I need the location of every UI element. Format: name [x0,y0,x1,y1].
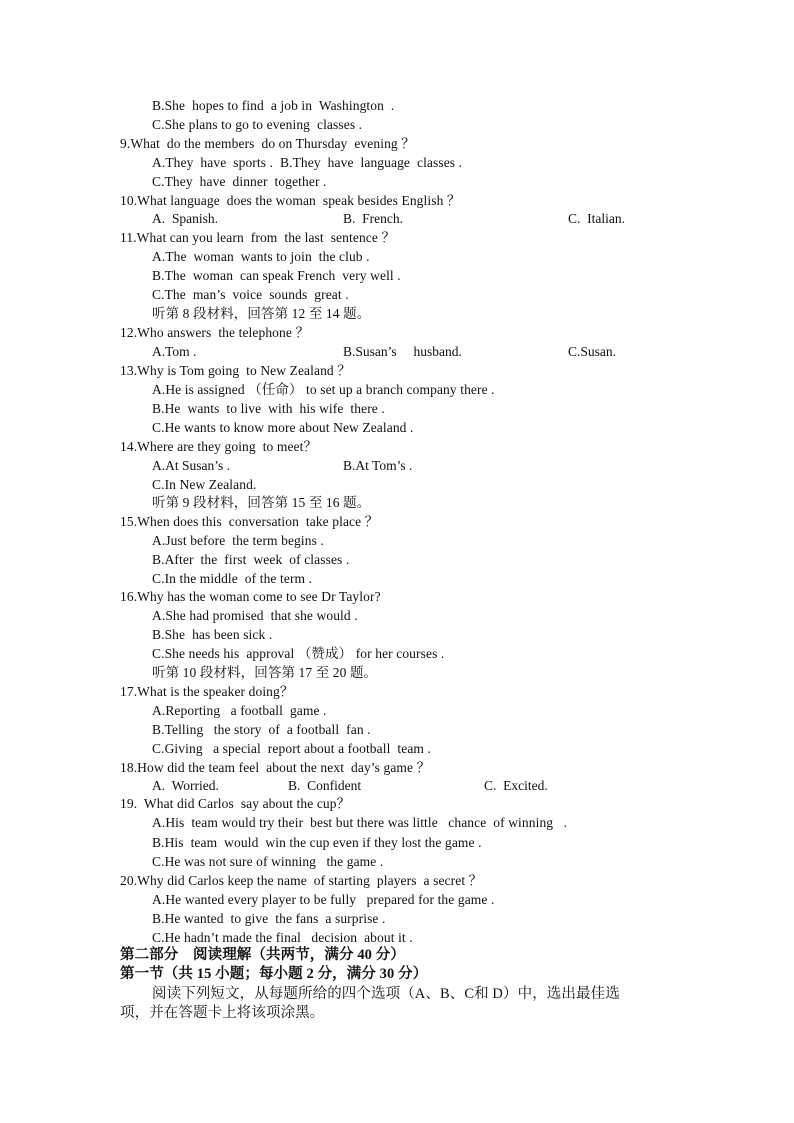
section-instruction: 听第 8 段材料，回答第 12 至 14 题。 [152,306,371,321]
question-19: 19. What did Carlos say about the cup？ [120,796,351,811]
option-line: A.He wanted every player to be fully prepared for the game . [152,892,495,907]
option-c: C. Excited. [484,778,548,793]
option-line: A.Just before the term begins . [152,533,324,548]
option-line: C.He wants to know more about New Zealand . [152,420,414,435]
option-line: C.She needs his approval （赞成） for her courses . [152,646,445,661]
option-a: A. Worried. [152,778,219,793]
option-line: C.In New Zealand. [152,477,257,492]
instruction-text: 阅读下列短文，从每题所给的四个选项（A、B、C和 D）中，选出最佳选 [152,986,620,1002]
option-b: B.At Tom’s . [343,458,413,473]
instruction-text-cont: 项，并在答题卡上将该项涂黑。 [120,1005,325,1021]
section-heading: 第一节（共 15 小题；每小题 2 分，满分 30 分） [120,966,428,982]
option-line: C.They have dinner together . [152,174,327,189]
option-line: B.The woman can speak French very well . [152,268,401,283]
option-line: B.He wanted to give the fans a surprise . [152,911,386,926]
option-line: B.She hopes to find a job in Washington . [152,98,395,113]
section-instruction: 听第 9 段材料，回答第 15 至 16 题。 [152,495,371,510]
option-line: A.His team would try their best but there was little chance of winning . [152,815,568,830]
option-line: A.The woman wants to join the club . [152,249,370,264]
option-b: B. French. [343,211,403,226]
question-14: 14.Where are they going to meet？ [120,439,318,454]
section-instruction: 听第 10 段材料，回答第 17 至 20 题。 [152,665,378,680]
option-line: C.In the middle of the term . [152,571,313,586]
question-17: 17.What is the speaker doing？ [120,684,294,699]
option-line: A.She had promised that she would . [152,608,358,623]
question-16: 16.Why has the woman come to see Dr Taylor? [120,589,381,604]
part-heading: 第二部分 阅读理解（共两节，满分 40 分） [120,947,405,963]
option-a: A.Tom . [152,344,197,359]
option-line: A.Reporting a football game . [152,703,327,718]
option-line: B.After the first week of classes . [152,552,350,567]
question-13: 13.Why is Tom going to New Zealand ？ [120,363,351,378]
option-line: C.Giving a special report about a football team . [152,741,431,756]
question-12: 12.Who answers the telephone ？ [120,325,310,340]
option-line: A.He is assigned （任命） to set up a branch company there . [152,382,495,397]
option-a: A. Spanish. [152,211,219,226]
option-line: C.The man’s voice sounds great . [152,287,349,302]
option-line: B.His team would win the cup even if they lost the game . [152,835,482,850]
option-line: B.He wants to live with his wife there . [152,401,385,416]
option-line: C.He hadn’t made the final decision about it . [152,930,413,945]
option-b: B. Confident [288,778,362,793]
question-18: 18.How did the team feel about the next day’s game ？ [120,760,431,775]
option-c: C.Susan. [568,344,617,359]
option-line: A.They have sports . B.They have language classes . [152,155,463,170]
option-b: B.Susan’s husband. [343,344,462,359]
question-9: 9.What do the members do on Thursday evening ？ [120,136,415,151]
question-10: 10.What language does the woman speak besides English ？ [120,193,461,208]
option-line: C.He was not sure of winning the game . [152,854,384,869]
option-line: B.She has been sick . [152,627,273,642]
option-a: A.At Susan’s . [152,458,231,473]
question-20: 20.Why did Carlos keep the name of starting players a secret ？ [120,873,483,888]
question-15: 15.When does this conversation take place ？ [120,514,379,529]
option-c: C. Italian. [568,211,625,226]
option-line: B.Telling the story of a football fan . [152,722,371,737]
question-11: 11.What can you learn from the last sentence ？ [120,230,396,245]
option-line: C.She plans to go to evening classes . [152,117,363,132]
